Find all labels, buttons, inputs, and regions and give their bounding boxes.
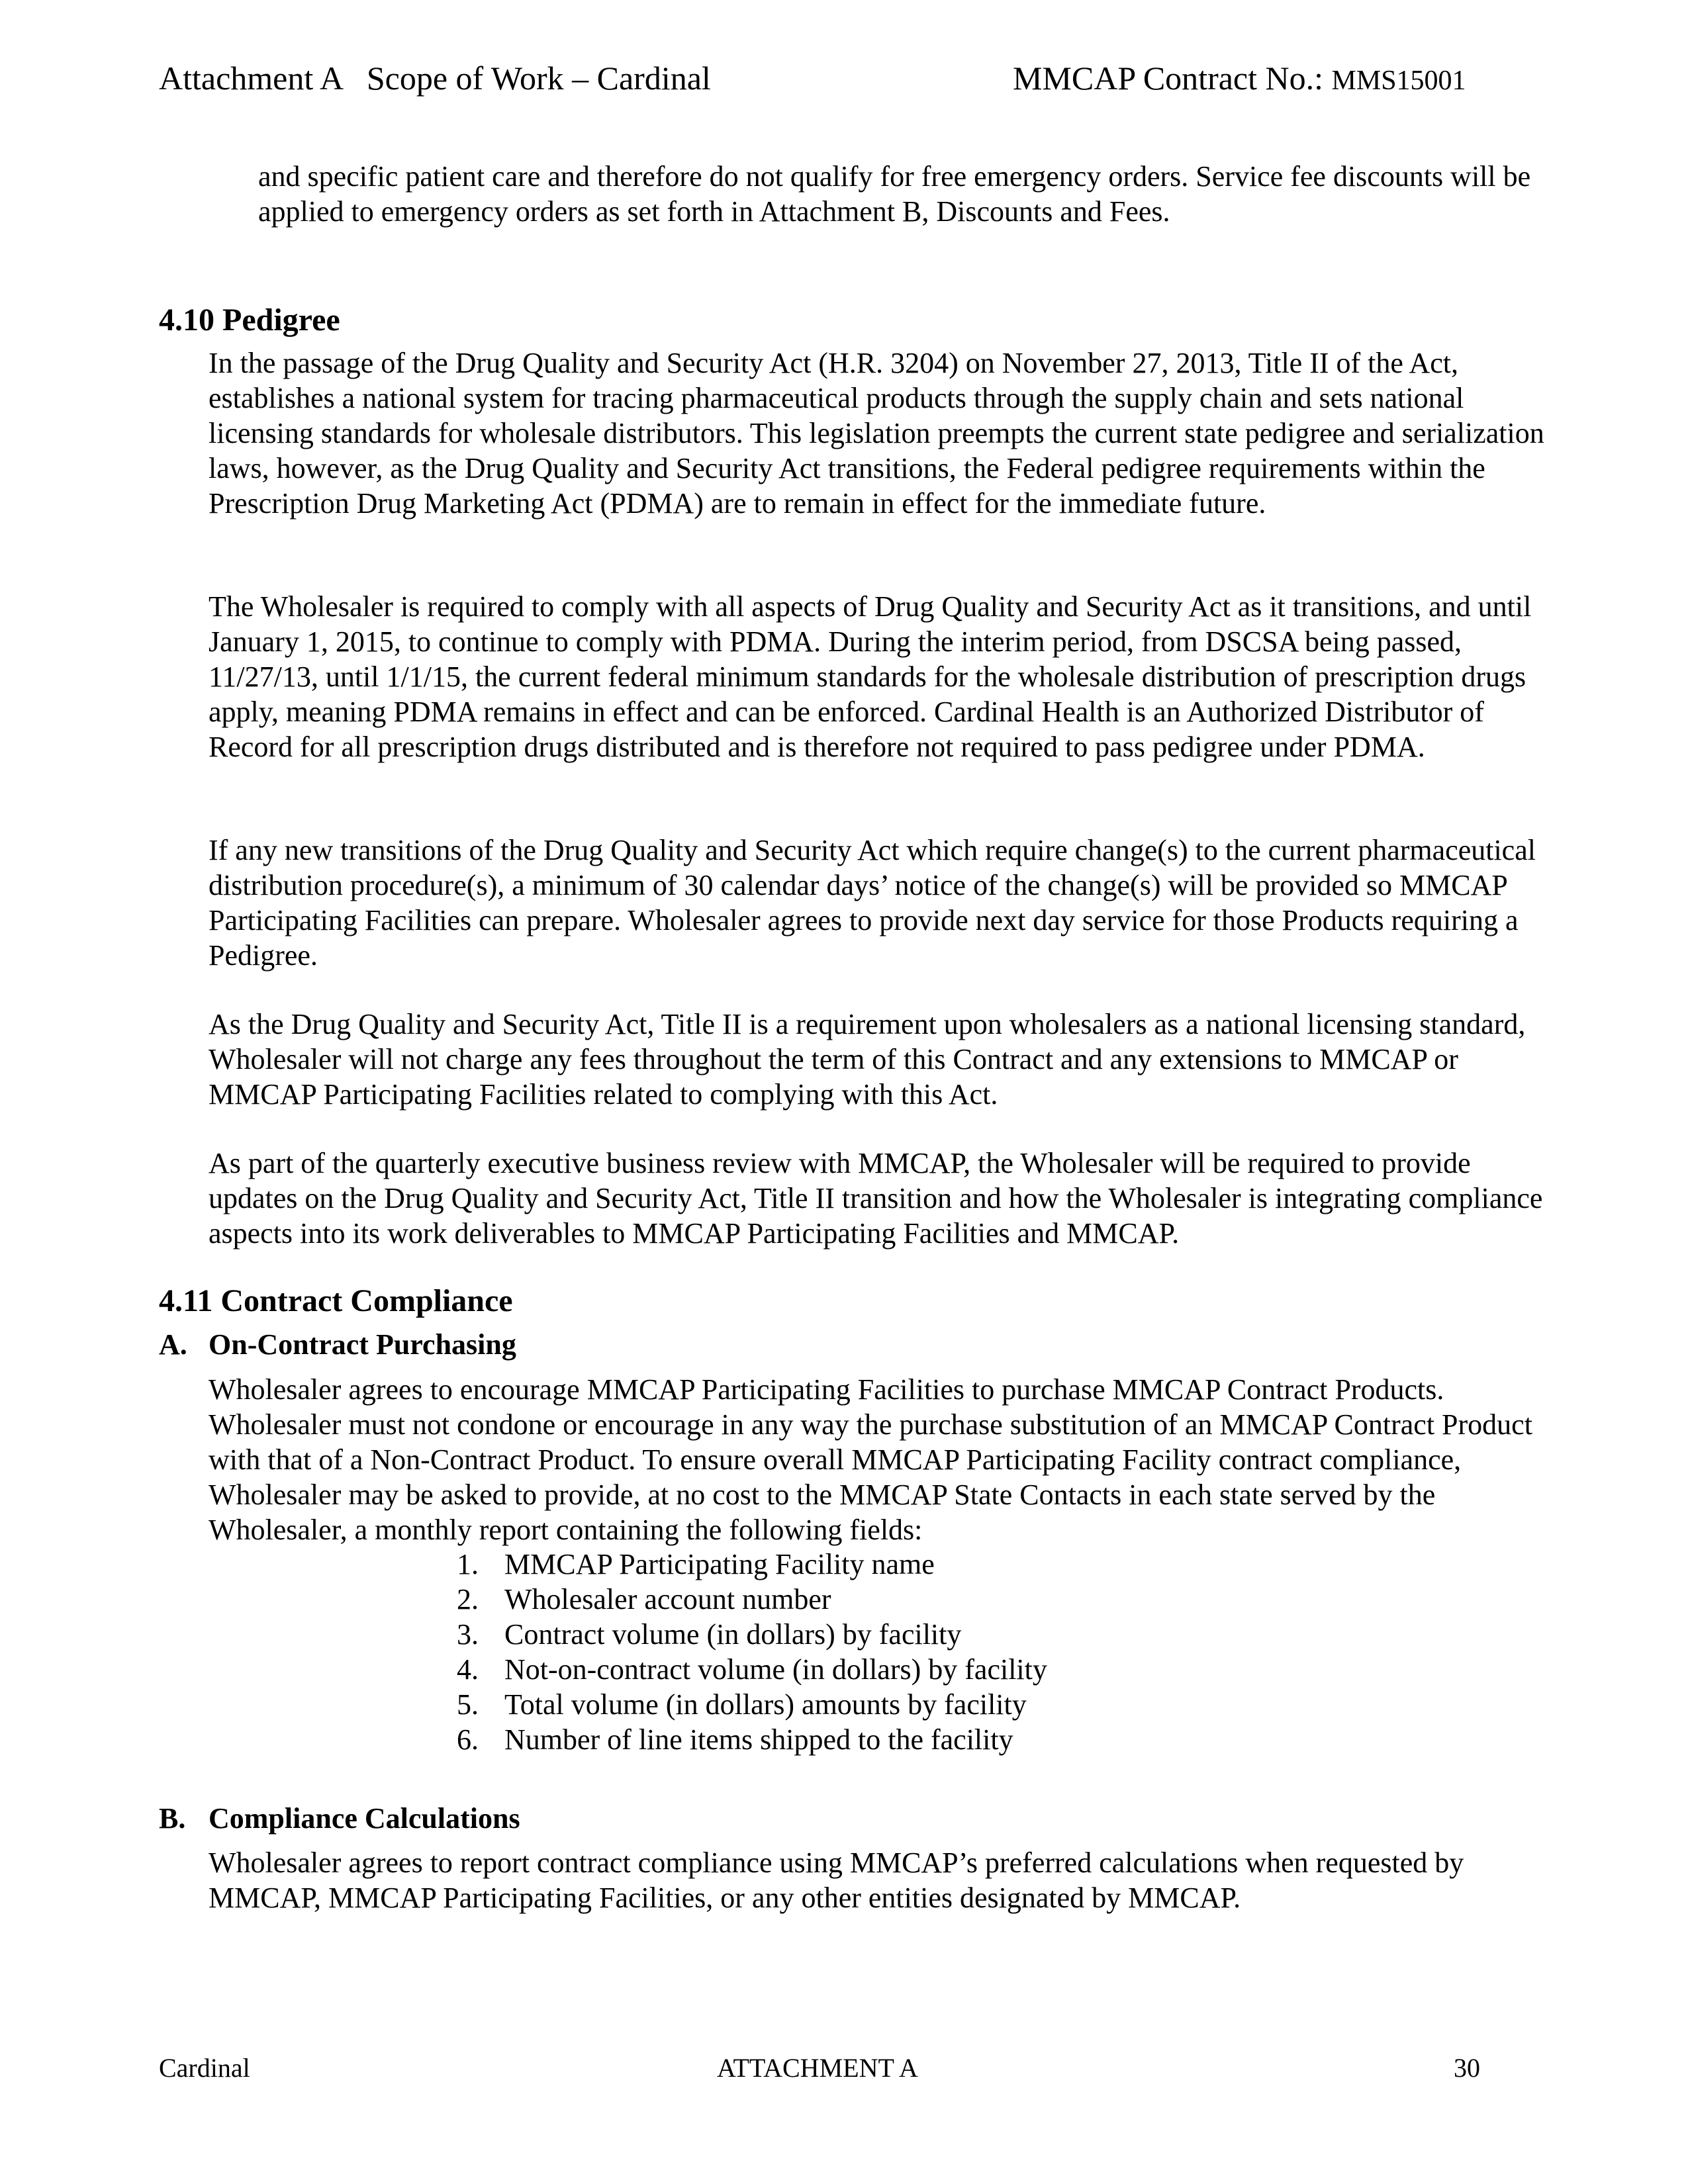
paragraph: Wholesaler agrees to report contract compliance using MMCAP’s preferred calculations when requested by MMCAP, MMCAP Participating Facilities, or any other entities designated by MMCAP. [209, 1846, 1464, 1914]
contract-number: MMS15001 [1331, 66, 1466, 96]
pedigree-paragraph-4 [209, 1007, 1559, 1112]
list-item [457, 1652, 1047, 1687]
header-title: Attachment A Scope of Work – Cardinal [159, 60, 711, 97]
paragraph: Wholesaler agrees to encourage MMCAP Participating Facilities to purchase MMCAP Contract Products. Wholesaler must not condone or encourage in any way the purchase substitution of an MMCAP Contract Product with that of a Non-Contract Product. To ensure overall MMCAP Participating Facility contract compliance, Wholesaler may be asked to provide, at no cost to the MMCAP State Contacts in each state served by the Wholesaler, a monthly report containing the following fields: [209, 1373, 1532, 1546]
subheading-title: On-Contract Purchasing [209, 1328, 516, 1361]
compliance-calculations-paragraph [209, 1845, 1559, 1915]
subheading-title: Compliance Calculations [209, 1802, 520, 1835]
list-item [457, 1617, 1047, 1652]
list-item [457, 1722, 1047, 1757]
paragraph: The Wholesaler is required to comply with all aspects of Drug Quality and Security Act as it transitions, and until January 1, 2015, to continue to comply with PDMA. During the interim period, from DSCSA being passed, 11/27/13, until 1/1/15, the current federal minimum standards for the wholesale distribution of prescription drugs apply, meaning PDMA remains in effect and can be enforced. Cardinal Health is an Authorized Distributor of Record for all prescription drugs distributed and is therefore not required to pass pedigree under PDMA. [209, 590, 1532, 763]
on-contract-paragraph [209, 1372, 1559, 1547]
pedigree-paragraph-1 [209, 345, 1559, 521]
list-number: 4. [457, 1653, 479, 1686]
page-number: 30 [1454, 2053, 1480, 2083]
paragraph: As the Drug Quality and Security Act, Title II is a requirement upon wholesalers as a national licensing standard, Wholesaler will not charge any fees throughout the term of this Contract and any extensions to MMCAP or MMCAP Participating Facilities related to complying with this Act. [209, 1008, 1526, 1111]
paragraph: If any new transitions of the Drug Quality and Security Act which require change(s) to the current pharmaceutical distribution procedure(s), a minimum of 30 calendar days’ notice of the change(s) will be provided so MMCAP Participating Facilities can prepare. Wholesaler agrees to provide next day service for those Products requiring a Pedigree. [209, 834, 1536, 972]
footer-center: ATTACHMENT A [717, 2053, 918, 2083]
list-item [457, 1547, 1047, 1582]
report-fields-list [457, 1547, 1047, 1757]
list-number: 3. [457, 1618, 479, 1651]
list-number: 6. [457, 1723, 479, 1756]
subheading-letter: A. [159, 1328, 187, 1361]
list-text: Total volume (in dollars) amounts by facility [504, 1688, 1027, 1721]
list-text: Not-on-contract volume (in dollars) by facility [504, 1653, 1047, 1686]
footer-left: Cardinal [159, 2053, 250, 2083]
header-contract [1013, 57, 1466, 102]
subheading-on-contract-purchasing [159, 1326, 516, 1363]
section-heading-pedigree: 4.10 Pedigree [159, 302, 340, 338]
contract-label: MMCAP Contract No.: [1013, 60, 1332, 97]
list-text: Number of line items shipped to the facility [504, 1723, 1013, 1756]
list-number: 2. [457, 1583, 479, 1615]
subheading-letter: B. [159, 1802, 186, 1835]
pedigree-paragraph-5 [209, 1146, 1559, 1251]
paragraph: As part of the quarterly executive business review with MMCAP, the Wholesaler will be required to provide updates on the Drug Quality and Security Act, Title II transition and how the Wholesaler is integrating compliance aspects into its work deliverables to MMCAP Participating Facilities and MMCAP. [209, 1147, 1543, 1250]
list-text: MMCAP Participating Facility name [504, 1548, 935, 1580]
list-text: Contract volume (in dollars) by facility [504, 1618, 962, 1651]
pedigree-paragraph-3 [209, 833, 1559, 973]
list-text: Wholesaler account number [504, 1583, 831, 1615]
list-item [457, 1582, 1047, 1617]
paragraph: In the passage of the Drug Quality and Security Act (H.R. 3204) on November 27, 2013, Title II of the Act, establishes a national system for tracing pharmaceutical products through the supply chain and sets national licensing standards for wholesale distributors. This legislation preempts the current state pedigree and serialization laws, however, as the Drug Quality and Security Act transitions, the Federal pedigree requirements within the Prescription Drug Marketing Act (PDMA) are to remain in effect for the immediate future. [209, 347, 1544, 520]
paragraph: and specific patient care and therefore do not qualify for free emergency orders. Service fee discounts will be applied to emergency orders as set forth in Attachment B, Discounts and Fees. [258, 160, 1531, 228]
section-heading-contract-compliance: 4.11 Contract Compliance [159, 1283, 513, 1318]
list-number: 5. [457, 1688, 479, 1721]
continued-paragraph [258, 159, 1549, 229]
subheading-compliance-calculations [159, 1800, 520, 1837]
pedigree-paragraph-2 [209, 589, 1559, 764]
list-item [457, 1687, 1047, 1722]
list-number: 1. [457, 1548, 479, 1580]
